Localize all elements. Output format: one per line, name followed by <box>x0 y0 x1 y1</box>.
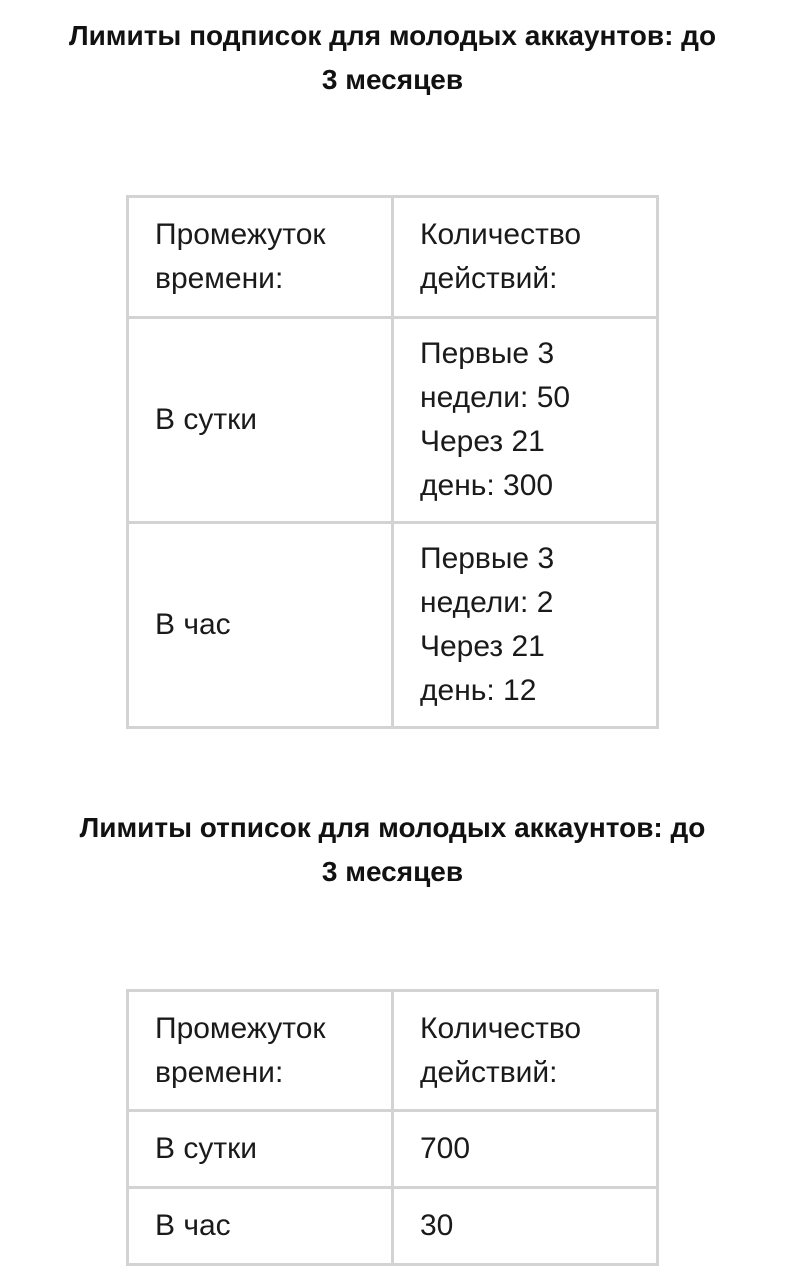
count-header-cell <box>393 197 658 318</box>
period-cell: В час <box>128 1188 393 1265</box>
count-header-cell <box>393 991 658 1111</box>
subscriptions-limits-table <box>126 195 659 729</box>
header-text: Промежуток <box>155 1011 326 1045</box>
unsubscriptions-limits-heading <box>30 806 755 894</box>
subscriptions-limits-heading <box>30 14 755 102</box>
count-cell <box>393 318 658 523</box>
count-line: день: 12 <box>420 674 537 707</box>
header-text: времени: <box>155 262 284 295</box>
count-line: недели: 50 <box>420 381 571 414</box>
period-header-cell <box>128 991 393 1111</box>
table-header-row <box>128 197 658 318</box>
header-text: Промежуток <box>155 218 326 251</box>
header-text: действий: <box>420 1055 558 1089</box>
period-header-cell <box>128 197 393 318</box>
period-cell: В час <box>128 523 393 728</box>
count-line: день: 300 <box>420 469 554 502</box>
header-text: Количество <box>420 218 582 251</box>
heading-line: Лимиты подписок для молодых аккаунтов: до <box>68 20 717 51</box>
heading-line: 3 месяцев <box>321 64 464 95</box>
count-line: Через 21 <box>420 425 545 458</box>
count-line: Первые 3 <box>420 542 555 575</box>
count-line: Через 21 <box>420 630 545 663</box>
header-text: времени: <box>155 1055 284 1089</box>
count-cell <box>393 523 658 728</box>
table-row <box>128 318 658 523</box>
count-cell: 700 <box>393 1111 658 1188</box>
unsubscriptions-limits-table <box>126 989 659 1266</box>
heading-line: Лимиты отписок для молодых аккаунтов: до <box>79 812 706 843</box>
header-text: Количество <box>420 1011 582 1045</box>
table-header-row <box>128 991 658 1111</box>
count-cell: 30 <box>393 1188 658 1265</box>
table-row <box>128 1188 658 1265</box>
count-line: недели: 2 <box>420 586 554 619</box>
count-line: Первые 3 <box>420 337 555 370</box>
table-row <box>128 523 658 728</box>
period-cell: В сутки <box>128 1111 393 1188</box>
table-row <box>128 1111 658 1188</box>
heading-line: 3 месяцев <box>321 856 464 887</box>
header-text: действий: <box>420 262 558 295</box>
period-cell: В сутки <box>128 318 393 523</box>
